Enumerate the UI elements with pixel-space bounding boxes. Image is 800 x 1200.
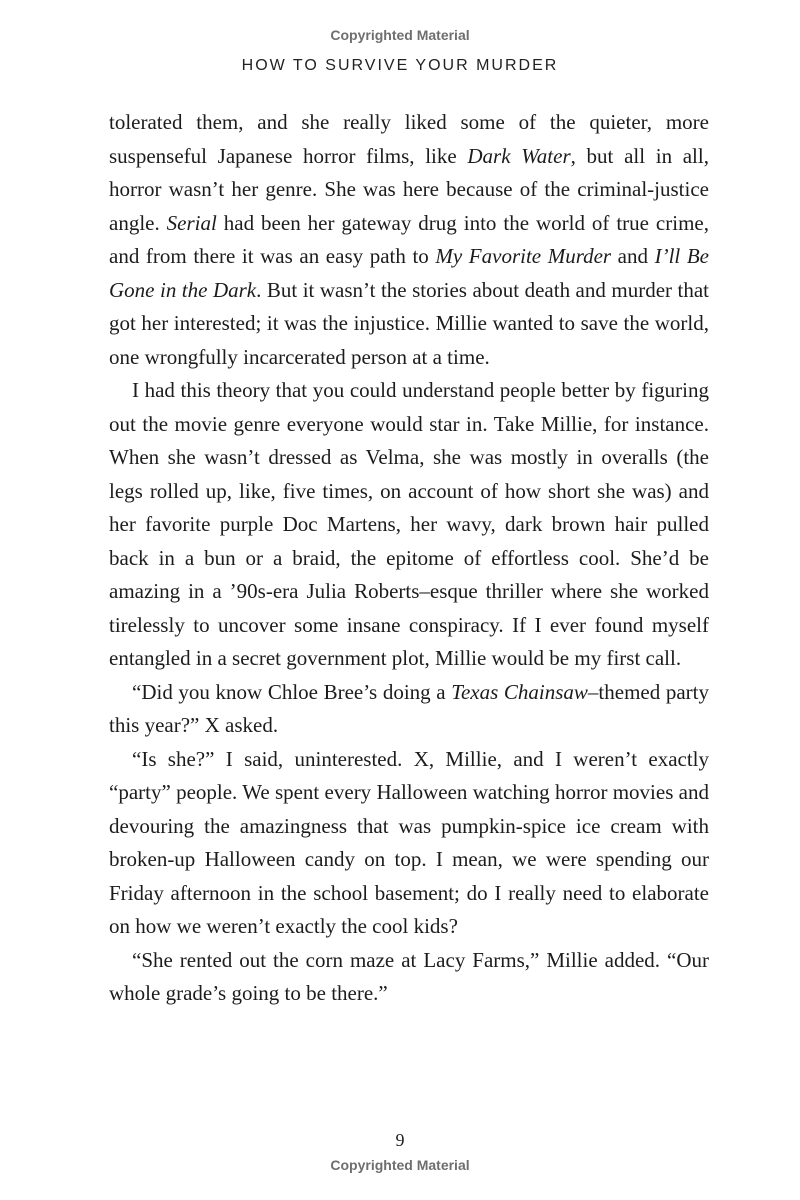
text-run: “Is she?” I said, uninterested. X, Millie, and I weren’t exactly “party” people. We spent every Halloween watching horror movies and devouring the amazingness that was pumpkin-spice ice cream with broken-up Halloween candy on top. I mean, we were spending our Friday afternoon in the school basement; do I really need to elaborate on how we weren’t exactly the cool kids?: [109, 746, 709, 938]
text-run: . But it wasn’t the stories about death and murder that got her interested; it was the injustice. Millie wanted to save the world, one wrongfully incarcerated person at a time.: [109, 277, 709, 369]
text-run: “She rented out the corn maze at Lacy Farms,” Millie added. “Our whole grade’s going to be there.”: [109, 947, 709, 1005]
italic-title: Texas Chainsaw: [451, 679, 588, 704]
italic-title: Dark Water: [467, 143, 571, 168]
text-run: I had this theory that you could understand people better by figuring out the movie genre everyone would star in. Take Millie, for instance. When she wasn’t dressed as Velma, she was mostly in overalls (the legs rolled up, like, five times, on account of how short she was) and her favorite purple Doc Martens, her wavy, dark brown hair pulled back in a bun or a braid, the epitome of effortless cool. She’d be amazing in a ’90s-era Julia Roberts–esque thriller where she worked tirelessly to uncover some insane conspiracy. If I ever found myself entangled in a secret government plot, Millie would be my first call.: [109, 378, 709, 670]
running-head: HOW TO SURVIVE YOUR MURDER: [241, 57, 559, 74]
text-run: had been her gateway drug into the world of true crime, and from there it was an easy path to: [109, 210, 709, 268]
paragraph: [109, 676, 709, 743]
paragraph: [109, 944, 709, 1011]
text-run: “Did you know Chloe Bree’s doing a: [132, 679, 452, 704]
body-text: [109, 106, 709, 1011]
text-run: tolerated them, and she really liked some of the quieter, more suspenseful Japanese horror films, like: [109, 110, 709, 168]
text-run: –themed party this year?” X asked.: [109, 679, 709, 737]
italic-title: Serial: [166, 210, 217, 235]
text-run: , but all in all, horror wasn’t her genre. She was here because of the criminal-justice angle.: [109, 143, 709, 235]
paragraph: [109, 106, 709, 374]
page-number: 9: [395, 1130, 405, 1150]
paragraph: [109, 374, 709, 676]
italic-title: My Favorite Murder: [435, 244, 612, 268]
text-run: and: [611, 244, 655, 268]
paragraph: [109, 743, 709, 944]
italic-title: I’ll Be Gone in the Dark: [109, 244, 709, 302]
copyright-watermark-top: Copyrighted Material: [330, 27, 470, 43]
copyright-watermark-bottom: Copyrighted Material: [330, 1157, 470, 1173]
